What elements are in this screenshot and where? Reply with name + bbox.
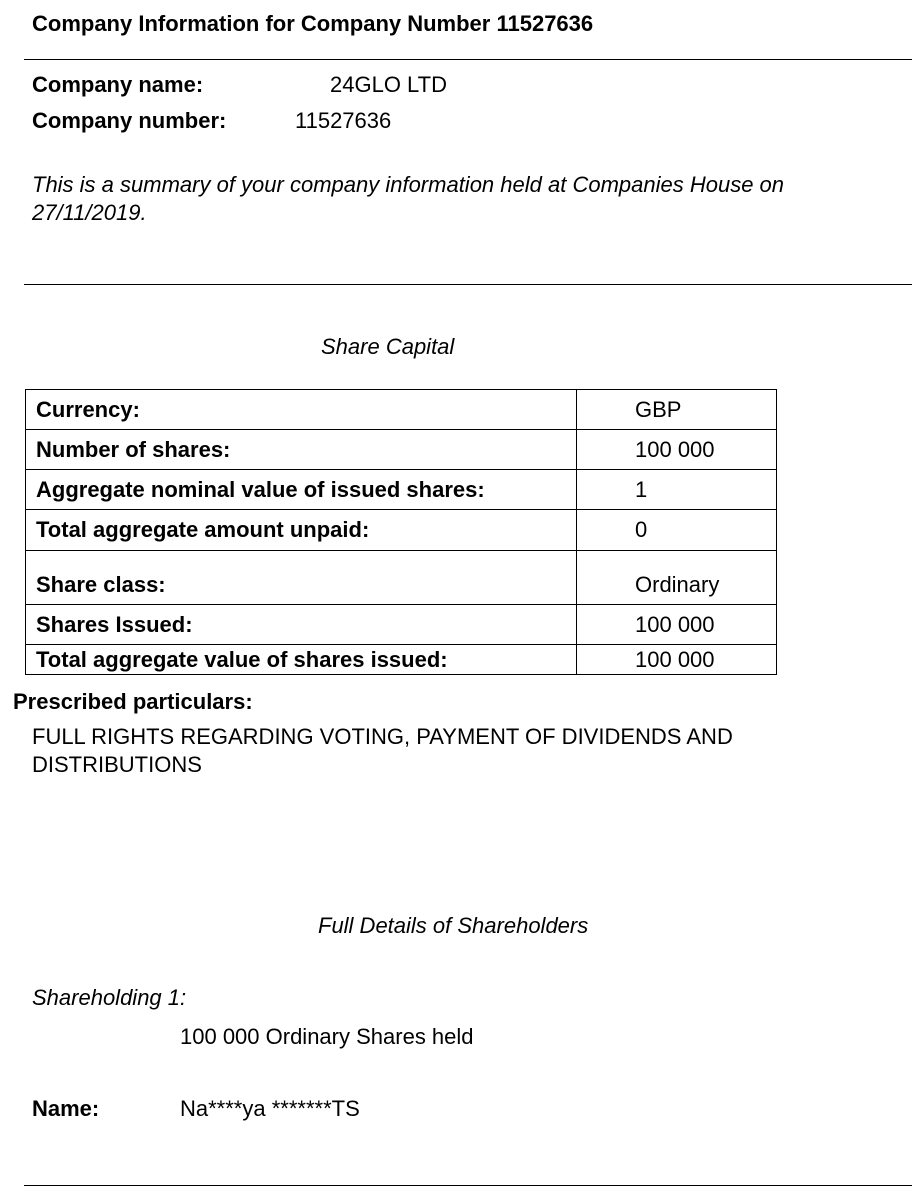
number-of-shares-label: Number of shares:: [26, 430, 577, 470]
summary-text: This is a summary of your company information held at Companies House on 27/11/2019.: [32, 172, 785, 225]
amount-unpaid-label: Total aggregate amount unpaid:: [26, 510, 577, 551]
shareholding-detail: 100 000 Ordinary Shares held: [180, 1024, 474, 1049]
table-row: [26, 605, 777, 645]
shareholder-name-label: Name:: [32, 1096, 100, 1121]
shares-issued-label: Shares Issued:: [26, 605, 577, 645]
total-value-issued-value: 100 000: [577, 645, 777, 675]
table-row: [26, 510, 777, 551]
table-row: [26, 470, 777, 510]
number-of-shares-value: 100 000: [577, 430, 777, 470]
amount-unpaid-value: 0: [577, 510, 777, 551]
aggregate-nominal-label: Aggregate nominal value of issued shares:: [26, 470, 577, 510]
company-name-value: 24GLO LTD: [330, 72, 447, 97]
prescribed-particulars-label: Prescribed particulars:: [13, 689, 253, 714]
shares-issued-value: 100 000: [577, 605, 777, 645]
share-class-value: Ordinary: [577, 551, 777, 605]
shareholder-name-value: Na****ya *******TS: [180, 1096, 360, 1121]
table-row: [26, 430, 777, 470]
total-value-issued-label: Total aggregate value of shares issued:: [26, 645, 577, 675]
company-name-label: Company name:: [32, 72, 204, 97]
shareholding-label: Shareholding 1:: [32, 985, 187, 1010]
share-capital-table: [25, 389, 777, 675]
share-capital-heading: Share Capital: [321, 334, 455, 359]
table-row: [26, 645, 777, 675]
page-title: Company Information for Company Number 11527636: [32, 11, 594, 36]
table-row: [26, 390, 777, 430]
divider: [24, 1185, 912, 1186]
divider: [24, 284, 912, 285]
company-number-label: Company number:: [32, 108, 227, 133]
aggregate-nominal-value: 1: [577, 470, 777, 510]
divider: [24, 59, 912, 60]
currency-label: Currency:: [26, 390, 577, 430]
company-number-value: 11527636: [295, 108, 392, 133]
table-row: [26, 551, 777, 605]
currency-value: GBP: [577, 390, 777, 430]
shareholders-heading: Full Details of Shareholders: [318, 913, 589, 938]
share-class-label: Share class:: [26, 551, 577, 605]
prescribed-particulars-text: FULL RIGHTS REGARDING VOTING, PAYMENT OF DIVIDENDS AND DISTRIBUTIONS: [32, 724, 733, 777]
